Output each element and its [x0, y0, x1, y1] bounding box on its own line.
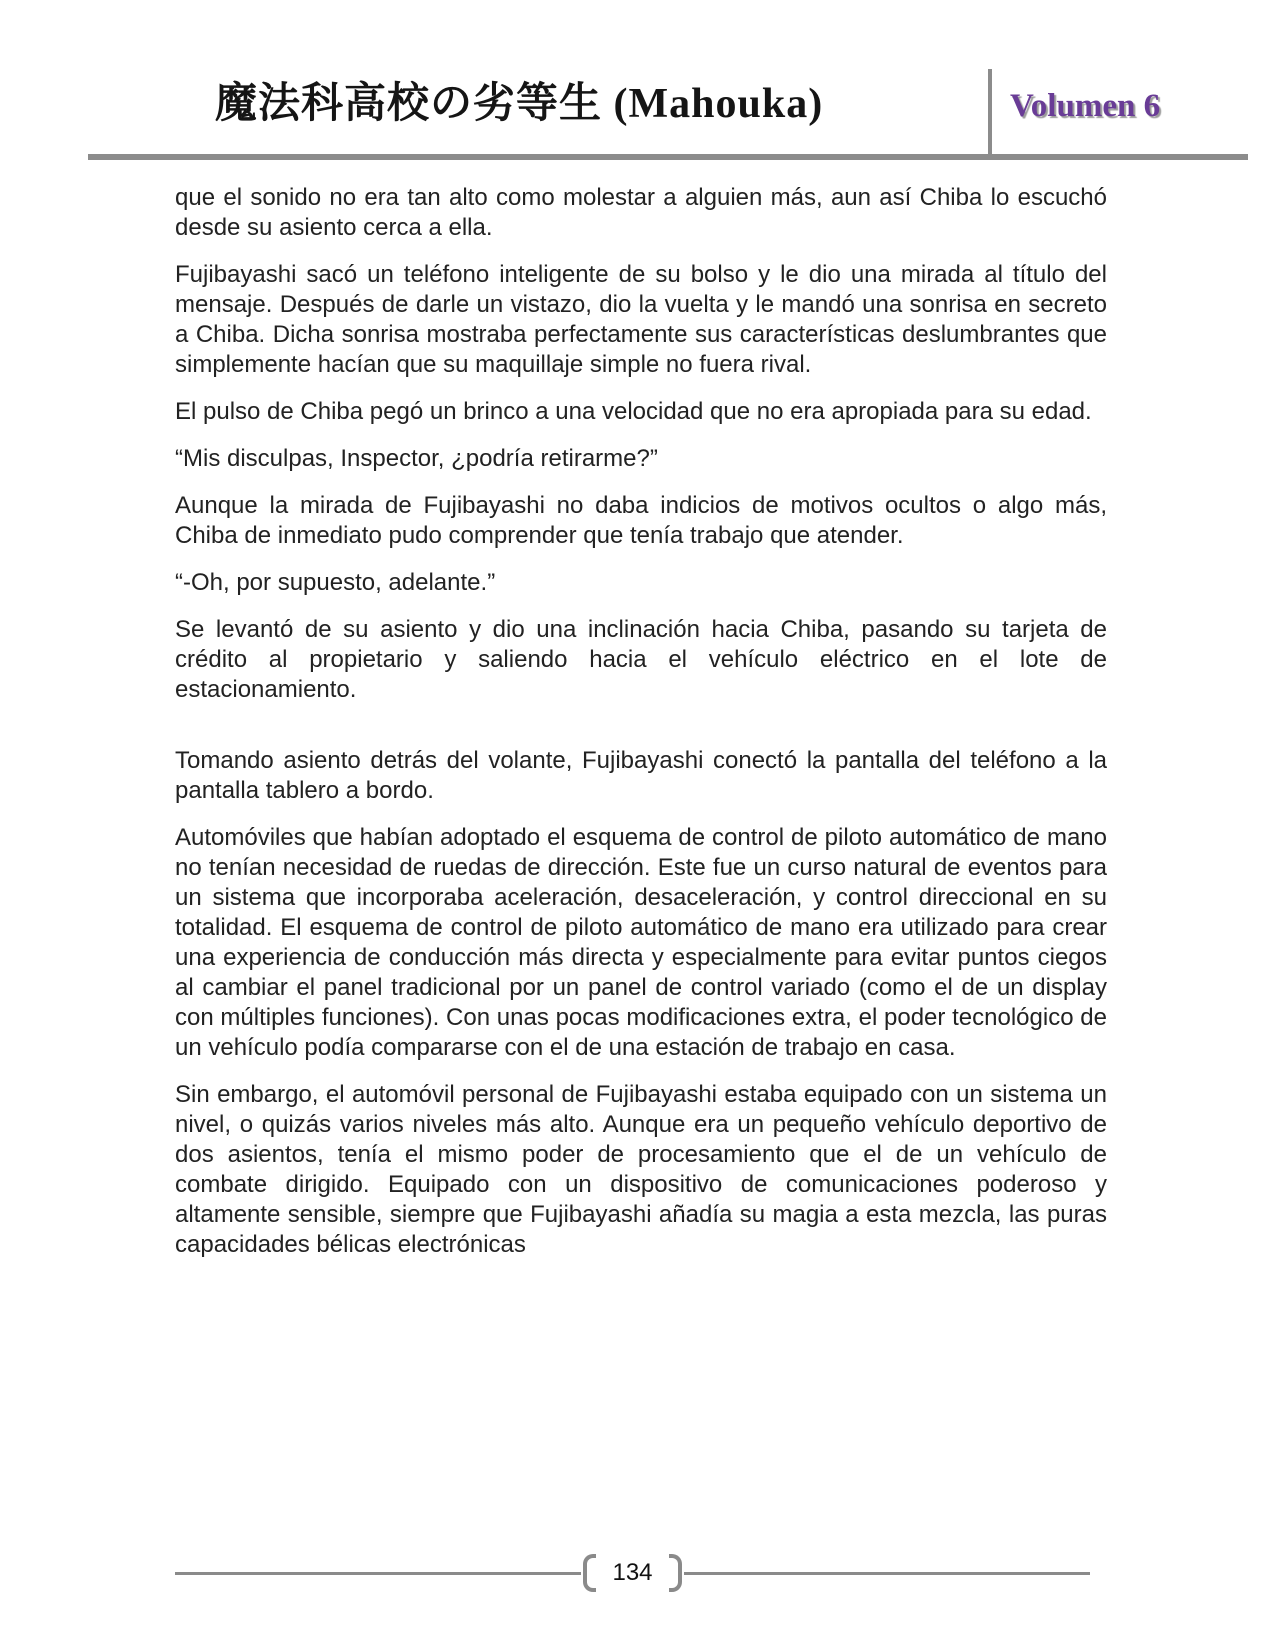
page-number-group	[581, 1554, 683, 1592]
footer-rule-left	[175, 1572, 581, 1575]
body-paragraph: “Mis disculpas, Inspector, ¿podría retirarme?”	[175, 445, 658, 472]
page-footer	[175, 1550, 1090, 1596]
volume-label: Volumen 6	[1010, 88, 1161, 124]
body-paragraph: El pulso de Chiba pegó un brinco a una velocidad que no era apropiada para su edad.	[175, 398, 1092, 425]
body-paragraph: Automóviles que habían adoptado el esquema de control de piloto automático de mano no tenían necesidad de ruedas de dirección. Este fue un curso natural de eventos para un sistema que incorporaba aceleración, desaceleración, y control direccional en su totalidad. El esquema de control de piloto automático de mano era utilizado para crear una experiencia de conducción más directa y especialmente para evitar puntos ciegos al cambiar el panel tradicional por un panel de control variado (como el de un display con múltiples funciones). Con unas pocas modificaciones extra, el poder tecnológico de un vehículo podía compararse con el de una estación de trabajo en casa.	[175, 824, 1107, 1061]
body-paragraph: Fujibayashi sacó un teléfono inteligente de su bolso y le dio una mirada al título del mensaje. Después de darle un vistazo, dio la vuelta y le mandó una sonrisa en secreto a Chiba. Dicha sonrisa mostraba perfectamente sus características deslumbrantes que simplemente hacían que su maquillaje simple no fuera rival.	[175, 261, 1107, 378]
text-column	[175, 183, 1107, 1277]
body-paragraph: Aunque la mirada de Fujibayashi no daba indicios de motivos ocultos o algo más, Chiba de inmediato pudo comprender que tenía trabajo que atender.	[175, 492, 1107, 549]
body-paragraph: Sin embargo, el automóvil personal de Fujibayashi estaba equipado con un sistema un nivel, o quizás varios niveles más alto. Aunque era un pequeño vehículo deportivo de dos asientos, tenía el mismo poder de procesamiento que el de un vehículo de combate dirigido. Equipado con un dispositivo de comunicaciones poderoso y altamente sensible, siempre que Fujibayashi añadía su magia a esta mezcla, las puras capacidades bélicas electrónicas	[175, 1081, 1107, 1258]
body-paragraph: Se levantó de su asiento y dio una inclinación hacia Chiba, pasando su tarjeta de crédito al propietario y saliendo hacia el vehículo eléctrico en el lote de estacionamiento.	[175, 616, 1107, 703]
right-bracket-icon	[669, 1554, 682, 1592]
document-title: 魔法科高校の劣等生 (Mahouka)	[215, 81, 824, 127]
header-vertical-divider	[988, 69, 992, 158]
header-horizontal-rule	[88, 154, 1248, 160]
left-bracket-icon	[583, 1554, 596, 1592]
body-paragraph: “-Oh, por supuesto, adelante.”	[175, 569, 496, 596]
body-paragraph: Tomando asiento detrás del volante, Fujibayashi conectó la pantalla del teléfono a la pantalla tablero a bordo.	[175, 747, 1107, 804]
footer-rule-right	[684, 1572, 1090, 1575]
page-number: 134	[612, 1559, 653, 1586]
body-paragraph: que el sonido no era tan alto como molestar a alguien más, aun así Chiba lo escuchó desde su asiento cerca a ella.	[175, 184, 1107, 241]
